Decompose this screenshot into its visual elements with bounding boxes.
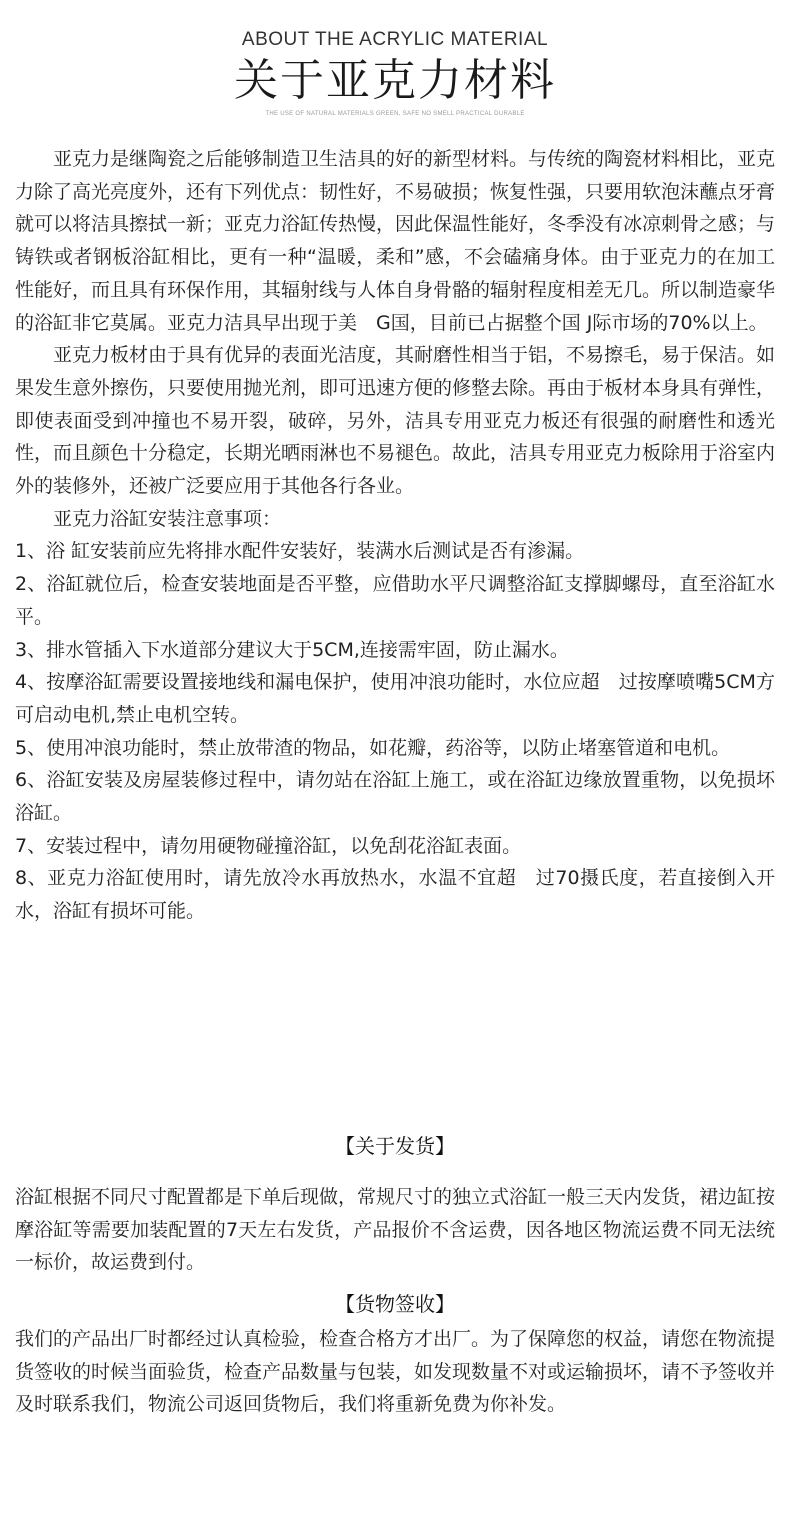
- header-subtitle: THE USE OF NATURAL MATERIALS GREEN, SAFE NO SMELL PRACTICAL DURABLE: [265, 111, 525, 117]
- note-item-8: 8、亚克力浴缸使用时，请先放冷水再放热水，水温不宜超 过70摄氏度，若直接倒入开水，浴缸有损坏可能。: [15, 867, 775, 923]
- receipt-text: 我们的产品出厂时都经过认真检验，检查合格方才出厂。为了保障您的权益，请您在物流提货签收的时候当面验货，检查产品数量与包装，如发现数量不对或运输损坏，请不予签收并及时联系我们，物流公司返回货物后，我们将重新免费为你补发。: [15, 1328, 776, 1416]
- page-header: [0, 28, 790, 119]
- acrylic-description: [15, 143, 775, 928]
- note-item-3: 3、排水管插入下水道部分建议大于5CM,连接需牢固，防止漏水。: [15, 638, 569, 661]
- note-item-5: 5、使用冲浪功能时，禁止放带渣的物品，如花瓣，药浴等，以防止堵塞管道和电机。: [15, 736, 731, 759]
- shipping-section-body: [15, 1181, 775, 1279]
- note-item-7: 7、安装过程中，请勿用硬物碰撞浴缸，以免刮花浴缸表面。: [15, 834, 522, 857]
- intro-paragraph-1: 亚克力是继陶瓷之后能够制造卫生洁具的好的新型材料。与传统的陶瓷材料相比，亚克力除了高光亮度外，还有下列优点：韧性好，不易破损；恢复性强，只要用软泡沫蘸点牙膏就可以将洁具擦拭一新；亚克力浴缸传热慢，因此保温性能好，冬季没有冰凉刺骨之感；与铸铁或者钢板浴缸相比，更有一种“温暖，柔和”感，不会磕痛身体。由于亚克力的在加工性能好，而且具有环保作用，其辐射线与人体自身骨骼的辐射程度相差无几。所以制造豪华的浴缸非它莫属。亚克力洁具早出现于美 G国，目前已占据整个国 J际市场的70%以上。: [15, 148, 776, 334]
- note-item-1: 1、浴 缸安装前应先将排水配件安装好，装满水后测试是否有渗漏。: [15, 540, 585, 563]
- shipping-section-title: 【关于发货】: [335, 1134, 455, 1158]
- receipt-section-body: [15, 1323, 775, 1421]
- chinese-title: 关于亚克力材料: [234, 55, 556, 106]
- notes-heading: 亚克力浴缸安装注意事项：: [53, 507, 282, 530]
- english-title: ABOUT THE ACRYLIC MATERIAL: [241, 29, 549, 50]
- intro-paragraph-2: 亚克力板材由于具有优异的表面光洁度，其耐磨性相当于铝，不易擦毛，易于保洁。如果发生意外擦伤，只要使用抛光剂，即可迅速方便的修整去除。再由于板材本身具有弹性，即使表面受到冲撞也不易开裂，破碎，另外，洁具专用亚克力板还有很强的耐磨性和透光性，而且颜色十分稳定，长期光晒雨淋也不易褪色。故此，洁具专用亚克力板除用于浴室内外的装修外，还被广泛要应用于其他各行各业。: [15, 344, 776, 498]
- note-item-6: 6、浴缸安装及房屋装修过程中，请勿站在浴缸上施工，或在浴缸边缘放置重物，以免损坏浴缸。: [15, 769, 775, 825]
- note-item-2: 2、浴缸就位后，检查安装地面是否平整，应借助水平尺调整浴缸支撑脚螺母，直至浴缸水平。: [15, 573, 775, 628]
- note-item-4: 4、按摩浴缸需要设置接地线和漏电保护，使用冲浪功能时，水位应超 过按摩喷嘴5CM方可启动电机,禁止电机空转。: [15, 671, 775, 726]
- shipping-text: 浴缸根据不同尺寸配置都是下单后现做，常规尺寸的独立式浴缸一般三天内发货，裙边缸按摩浴缸等需要加装配置的7天左右发货，产品报价不含运费，因各地区物流运费不同无法统一标价，故运费到付。: [15, 1186, 776, 1274]
- receipt-section-title: 【货物签收】: [335, 1292, 455, 1316]
